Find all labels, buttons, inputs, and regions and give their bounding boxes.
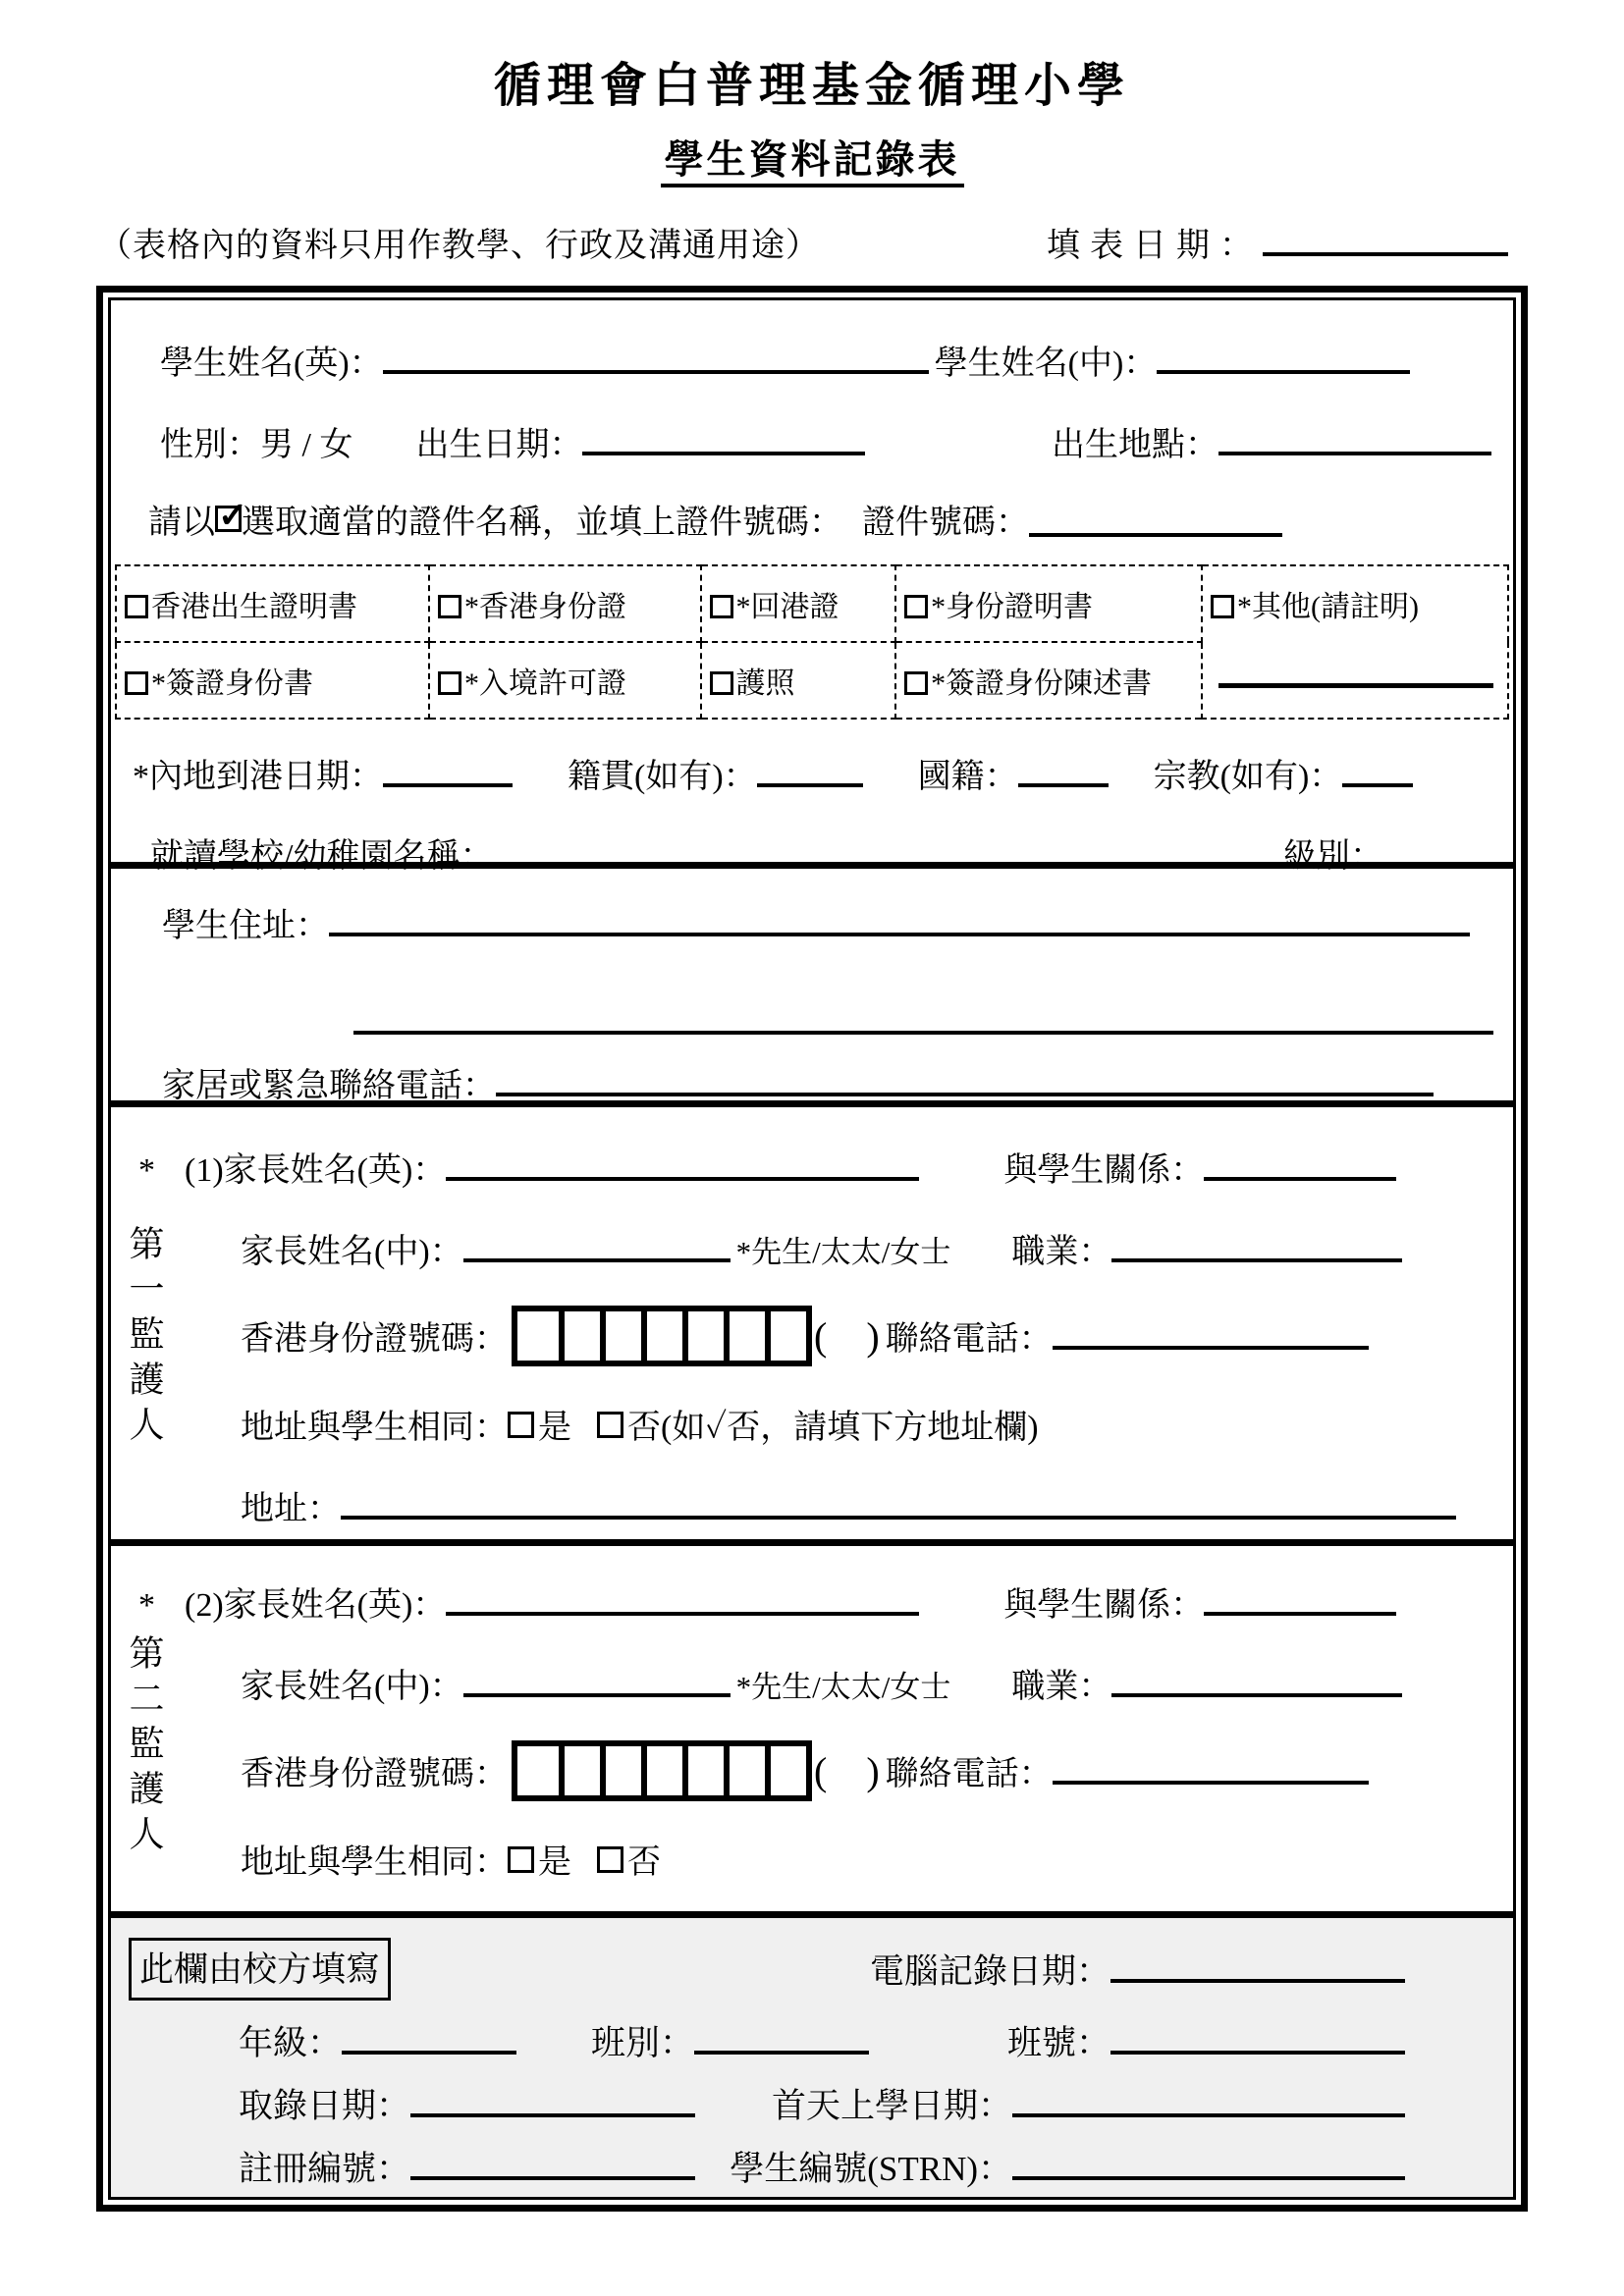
birth-place-group [1052, 417, 1491, 465]
hkid-digit-cell[interactable] [641, 1746, 682, 1795]
checkbox-icon[interactable] [438, 671, 461, 695]
student-address-field-2[interactable] [353, 999, 1493, 1035]
cert-cell [116, 642, 429, 719]
guardian1-name-zh-label: 家長姓名(中)： [241, 1234, 463, 1270]
guardian2-section [111, 1546, 1513, 1911]
home-phone-label: 家居或緊急聯絡電話： [162, 1068, 496, 1104]
cert-cell [429, 565, 701, 642]
student-gender-row [111, 417, 1513, 465]
guardian1-relation-label: 與學生關係： [1003, 1152, 1205, 1189]
religion-label: 宗教(如有)： [1153, 759, 1343, 795]
hkid-digit-cell[interactable] [600, 1311, 641, 1361]
guardian2-hkid-checkdigit[interactable]: ( ) [814, 1749, 880, 1793]
checkbox-icon[interactable] [710, 671, 733, 695]
hkid-digit-cell[interactable] [517, 1311, 559, 1361]
cert-cell [429, 642, 701, 719]
first-day-field[interactable] [1012, 2082, 1405, 2117]
guardian2-hkid-label: 香港身份證號碼： [241, 1756, 508, 1792]
guardian2-hkid-grid [512, 1740, 812, 1801]
prev-school-label: 就讀學校/幼稚園名稱： [150, 838, 494, 875]
student-name-row [111, 336, 1513, 384]
section-divider [111, 1911, 1513, 1918]
guardian2-title-note: *先生/太太/女士 [735, 1670, 951, 1704]
arrival-row [111, 749, 1513, 797]
class-no-group [1007, 2016, 1405, 2065]
admission-date-field[interactable] [410, 2082, 695, 2117]
certificate-pick-row [111, 495, 1513, 543]
cert-label: *回港證 [735, 591, 839, 623]
nationality-field[interactable] [1018, 752, 1109, 787]
strn-label: 學生編號(STRN)： [730, 2150, 1012, 2188]
checkbox-icon[interactable] [597, 1412, 623, 1438]
school-use-box-label: 此欄由校方填寫 [129, 1938, 391, 2001]
cert-cell [895, 565, 1202, 642]
hkid-digit-cell[interactable] [724, 1311, 765, 1361]
class-no-label: 班號： [1006, 2024, 1110, 2062]
arrival-label: *內地到港日期： [133, 759, 383, 795]
class-no-field[interactable] [1110, 2019, 1405, 2055]
guardian1-no-label: 否(如✓否，請填下方地址欄) [627, 1410, 1039, 1446]
address-section [111, 869, 1513, 1104]
guardian2-phone-field[interactable] [1053, 1749, 1369, 1785]
guardian2-name-zh-label: 家長姓名(中)： [241, 1669, 463, 1705]
guardian1-phone-label: 聯絡電話： [885, 1321, 1053, 1358]
cert-label: *香港身份證 [464, 591, 627, 623]
fill-date-group [1047, 218, 1508, 266]
phone-row [111, 1058, 1513, 1106]
student-name-en-field[interactable] [383, 339, 929, 374]
guardian1-same-address-row [111, 1400, 1513, 1448]
hkid-digit-cell[interactable] [641, 1311, 682, 1361]
class-label: 班別： [591, 2024, 695, 2062]
checkbox-icon[interactable] [125, 595, 148, 618]
checkbox-icon[interactable] [438, 595, 461, 618]
guardian2-asterisk: * [138, 1587, 155, 1624]
cert-other-cell [1202, 565, 1508, 719]
cert-label: 香港出生證明書 [151, 591, 357, 623]
hkid-digit-cell[interactable] [765, 1746, 806, 1795]
origin-label: 籍貫(如有)： [568, 759, 757, 795]
hkid-digit-cell[interactable] [682, 1746, 724, 1795]
form-title: 學生資料記錄表 [661, 137, 964, 187]
guardian2-no-label: 否 [627, 1844, 661, 1881]
guardian1-address-field[interactable] [341, 1484, 1456, 1520]
guardian1-section [111, 1107, 1513, 1539]
cert-label: *簽證身份書 [151, 667, 313, 700]
student-info-section [111, 300, 1513, 875]
id-pick-suffix: 選取適當的證件名稱，並填上證件號碼： [242, 505, 842, 541]
usage-note: （表格內的資料只用作教學、行政及溝通用途） [98, 228, 820, 264]
guardian1-hkid-label: 香港身份證號碼： [241, 1321, 508, 1358]
address-row-2 [111, 999, 1513, 1035]
student-address-field-1[interactable] [329, 901, 1470, 936]
guardian1-occupation-field[interactable] [1111, 1227, 1402, 1262]
guardian1-phone-field[interactable] [1053, 1314, 1369, 1350]
birth-place-field[interactable] [1218, 420, 1491, 455]
prev-school-field[interactable] [493, 831, 1257, 867]
origin-field[interactable] [757, 752, 863, 787]
guardian2-same-addr-label: 地址與學生相同： [241, 1844, 508, 1881]
guardian2-hkid-row [111, 1740, 1513, 1801]
grade-field[interactable] [1383, 831, 1493, 867]
birth-date-label: 出生日期： [415, 427, 583, 463]
cert-cell [895, 642, 1202, 719]
id-pick-prefix: 請以 [148, 505, 215, 541]
school-name: 循理會白普理基金循理小學 [493, 60, 1130, 112]
guardian1-name-en-row [111, 1143, 1513, 1191]
hkid-digit-cell[interactable] [600, 1746, 641, 1795]
school-use-header-row [111, 1938, 1513, 2001]
student-address-label: 學生住址： [162, 908, 329, 944]
school-use-section [111, 1918, 1513, 2200]
certificate-row-1 [116, 565, 1508, 642]
arrival-field[interactable] [383, 752, 513, 787]
checkbox-icon[interactable] [597, 1846, 623, 1873]
reg-no-label: 註冊編號： [239, 2150, 411, 2188]
guardian2-name-en-row [111, 1577, 1513, 1626]
nationality-label: 國籍： [917, 759, 1018, 795]
computer-date-field[interactable] [1110, 1948, 1405, 1983]
guardian2-relation-label: 與學生關係： [1003, 1587, 1205, 1624]
guardian2-yes-label: 是 [538, 1844, 571, 1881]
form-outer-border [96, 286, 1528, 2212]
guardian1-name-zh-row [111, 1224, 1513, 1272]
guardian2-name-en-label: (2)家長姓名(英)： [185, 1587, 447, 1624]
class-field[interactable] [694, 2019, 869, 2055]
id-number-label: 證件號碼： [862, 505, 1029, 541]
checkbox-icon[interactable] [508, 1846, 534, 1873]
cert-other-field[interactable] [1218, 678, 1493, 688]
student-name-en-label: 學生姓名(英)： [160, 346, 383, 382]
checkbox-icon[interactable] [904, 671, 928, 695]
student-name-zh-label: 學生姓名(中)： [934, 346, 1158, 382]
first-day-group [772, 2079, 1405, 2128]
cert-label: *身份證明書 [931, 591, 1094, 623]
checkbox-icon[interactable] [904, 595, 928, 618]
checkbox-icon[interactable] [508, 1412, 534, 1438]
checkbox-icon[interactable] [1211, 595, 1234, 618]
hkid-digit-cell[interactable] [559, 1746, 600, 1795]
computer-date-label: 電腦記錄日期： [869, 1952, 1110, 1991]
year-label: 年級： [239, 2024, 343, 2062]
checkbox-icon[interactable] [710, 595, 733, 618]
hkid-digit-cell[interactable] [724, 1746, 765, 1795]
form-title-wrap [0, 129, 1624, 185]
religion-field[interactable] [1342, 752, 1413, 787]
guardian2-phone-label: 聯絡電話： [885, 1756, 1053, 1792]
guardian2-occupation-label: 職業： [1011, 1669, 1112, 1705]
cert-label: *簽證身份陳述書 [931, 667, 1153, 700]
year-class-row [111, 2016, 1513, 2065]
guardian1-address-label: 地址： [241, 1491, 341, 1527]
cert-label: 護照 [735, 667, 795, 700]
guardian1-hkid-checkdigit[interactable]: ( ) [814, 1314, 880, 1359]
guardian1-title-note: *先生/太太/女士 [735, 1235, 951, 1269]
guardian2-relation-field[interactable] [1204, 1580, 1396, 1616]
id-number-field[interactable] [1029, 502, 1282, 537]
hkid-digit-cell[interactable] [682, 1311, 724, 1361]
guardian1-address-row [111, 1481, 1513, 1529]
gender-label: 性別：男 / 女 [160, 427, 353, 463]
guardian2-occupation-field[interactable] [1111, 1662, 1402, 1697]
guardian2-same-address-row [111, 1835, 1513, 1883]
guardian1-name-zh-field[interactable] [463, 1227, 731, 1262]
section-divider [111, 1539, 1513, 1546]
cert-cell [116, 565, 429, 642]
guardian1-name-en-label: (1)家長姓名(英)： [185, 1152, 447, 1189]
birth-date-field[interactable] [582, 420, 865, 455]
cert-cell [701, 642, 896, 719]
info-row [98, 218, 1526, 266]
strn-field[interactable] [1012, 2145, 1405, 2180]
birth-place-label: 出生地點： [1052, 427, 1218, 463]
computer-date-group [870, 1945, 1405, 1994]
hkid-digit-cell[interactable] [517, 1746, 559, 1795]
hkid-digit-cell[interactable] [765, 1311, 806, 1361]
fill-date-field[interactable] [1263, 221, 1508, 256]
guardian1-hkid-row [111, 1306, 1513, 1366]
guardian1-same-addr-label: 地址與學生相同： [241, 1410, 508, 1446]
cert-cell [701, 565, 896, 642]
guardian1-occupation-label: 職業： [1011, 1234, 1112, 1270]
guardian2-name-zh-row [111, 1659, 1513, 1707]
first-day-label: 首天上學日期： [771, 2087, 1012, 2125]
guardian1-name-en-field[interactable] [446, 1146, 919, 1181]
checkbox-icon[interactable] [125, 671, 148, 695]
student-name-zh-field[interactable] [1157, 339, 1410, 374]
hkid-digit-cell[interactable] [559, 1311, 600, 1361]
fill-date-label: 填表日期： [1047, 228, 1263, 264]
admission-date-label: 取錄日期： [239, 2087, 411, 2125]
guardian1-relation-field[interactable] [1204, 1146, 1396, 1181]
guardian1-yes-label: 是 [538, 1410, 571, 1446]
guardian2-name-en-field[interactable] [446, 1580, 919, 1616]
admission-row [111, 2079, 1513, 2128]
strn-group [730, 2142, 1405, 2191]
guardian1-asterisk: * [138, 1152, 155, 1189]
guardian2-name-zh-field[interactable] [463, 1662, 731, 1697]
cert-label: *入境許可證 [464, 667, 627, 700]
registration-row [111, 2142, 1513, 2191]
checked-checkbox-icon [215, 506, 242, 532]
cert-label: *其他(請註明) [1237, 591, 1419, 623]
address-row-1 [111, 898, 1513, 946]
form-inner-border [108, 297, 1516, 2200]
grade-label: 級別： [1283, 838, 1383, 875]
home-phone-field[interactable] [496, 1061, 1434, 1096]
year-field[interactable] [342, 2019, 516, 2055]
certificate-table [115, 564, 1509, 720]
guardian1-side-label: 第一監護人 [125, 1225, 164, 1451]
reg-no-field[interactable] [410, 2145, 695, 2180]
guardian2-side-label: 第二監護人 [125, 1634, 164, 1860]
guardian1-hkid-grid [512, 1306, 812, 1366]
